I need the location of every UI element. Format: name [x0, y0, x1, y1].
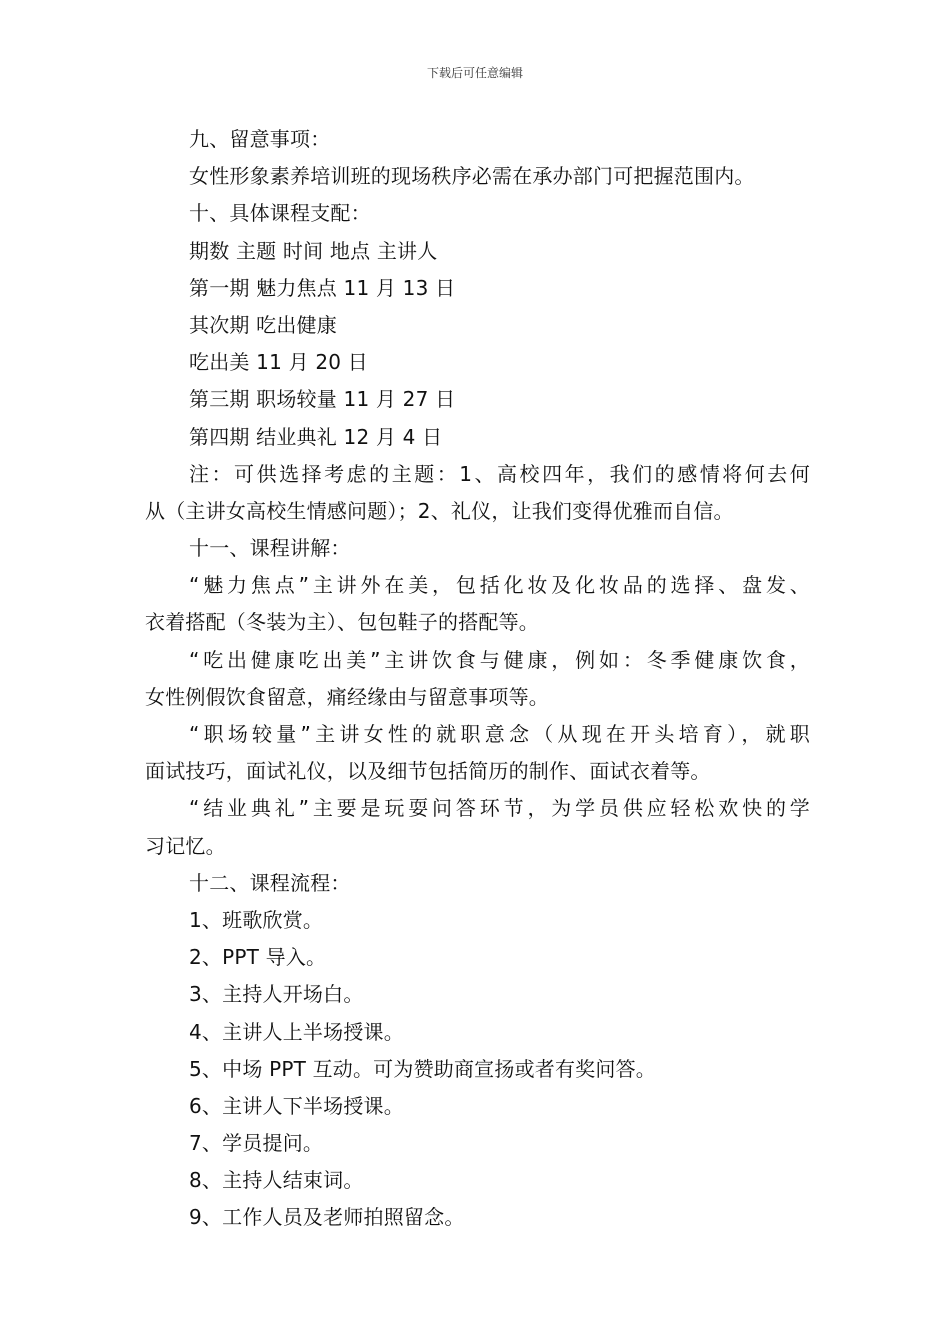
page-header: 下载后可任意编辑 — [426, 66, 523, 80]
paragraph-line: 衣着搭配（冬装为主）、包包鞋子的搭配等。 — [145, 610, 539, 635]
schedule-row: 吃出美 11 月 20 日 — [189, 350, 368, 375]
flow-step: 8、主持人结束词。 — [189, 1168, 364, 1193]
paragraph-line: 女性形象素养培训班的现场秩序必需在承办部门可把握范围内。 — [189, 164, 755, 189]
flow-step: 7、学员提问。 — [189, 1131, 324, 1156]
paragraph-line: “吃出健康吃出美”主讲饮食与健康，例如：冬季健康饮食， — [189, 647, 810, 672]
paragraph-line: 注：可供选择考虑的主题：1、高校四年，我们的感情将何去何 — [189, 461, 810, 486]
heading-schedule: 十、具体课程支配： — [189, 201, 371, 226]
flow-step: 4、主讲人上半场授课。 — [189, 1019, 404, 1044]
schedule-row: 第三期 职场较量 11 月 27 日 — [189, 387, 456, 412]
flow-step: 2、PPT 导入。 — [189, 945, 327, 970]
paragraph-line: 从（主讲女高校生情感问题）；2、礼仪，让我们变得优雅而自信。 — [145, 498, 734, 523]
flow-step: 1、班歌欣赏。 — [189, 907, 324, 932]
schedule-row: 其次期 吃出健康 — [189, 312, 337, 337]
paragraph-line: 习记忆。 — [145, 833, 226, 858]
paragraph-line: 面试技巧，面试礼仪，以及细节包括简历的制作、面试衣着等。 — [145, 759, 711, 784]
flow-step: 3、主持人开场白。 — [189, 982, 364, 1007]
paragraph-line: “职场较量”主讲女性的就职意念（从现在开头培育），就职 — [189, 722, 810, 746]
paragraph-line: “魅力焦点”主讲外在美，包括化妆及化妆品的选择、盘发、 — [189, 573, 810, 598]
heading-notes: 九、留意事项： — [189, 127, 331, 151]
schedule-row: 第四期 结业典礼 12 月 4 日 — [189, 424, 443, 449]
document-body — [145, 121, 810, 1237]
flow-step: 6、主讲人下半场授课。 — [189, 1093, 404, 1118]
heading-course-explanation: 十一、课程讲解： — [189, 536, 351, 561]
schedule-row: 第一期 魅力焦点 11 月 13 日 — [189, 275, 456, 300]
paragraph-line: “结业典礼”主要是玩耍问答环节，为学员供应轻松欢快的学 — [189, 796, 810, 821]
heading-course-flow: 十二、课程流程： — [189, 870, 351, 895]
flow-step: 5、中场 PPT 互动。可为赞助商宣扬或者有奖问答。 — [189, 1056, 656, 1081]
paragraph-line: 女性例假饮食留意，痛经缘由与留意事项等。 — [145, 684, 549, 709]
flow-step: 9、工作人员及老师拍照留念。 — [189, 1205, 465, 1230]
schedule-header-row: 期数 主题 时间 地点 主讲人 — [189, 238, 438, 263]
